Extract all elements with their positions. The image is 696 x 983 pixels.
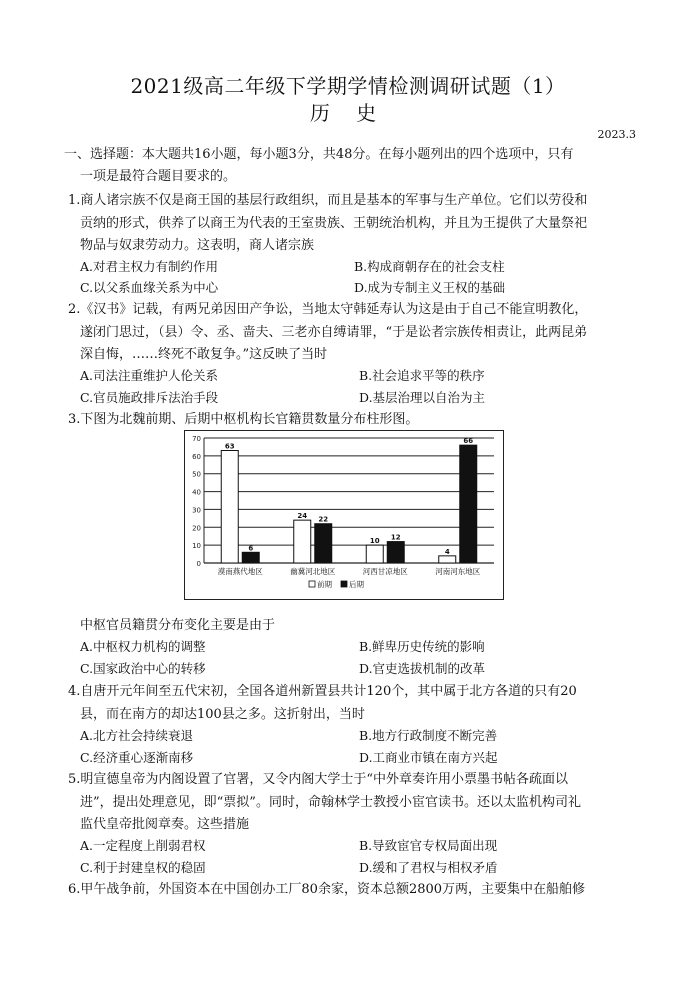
question-3-option-c[interactable]: C.国家政治中心的转移 [80,661,206,676]
bar-value-label: 10 [369,537,380,546]
question-5-stem: 进”，提出处理意见，即“票拟”。同时，命翰林学士教授小宦官读书。还以太监机构司礼 [80,795,581,810]
legend-swatch [309,581,315,587]
question-2-stem: 2.《汉书》记载，有两兄弟因田产争讼，当地太守韩延寿认为这是由于自己不能宣明教化， [68,302,588,317]
y-tick-label: 10 [192,542,201,551]
bar-前期 [294,520,311,563]
x-category-label: 河西甘凉地区 [362,567,408,576]
bar-value-label: 4 [444,547,450,556]
bar-后期 [315,524,332,563]
question-2-option-a[interactable]: A.司法注重维护人伦关系 [80,368,219,383]
legend-label: 后期 [349,580,364,589]
question-4-option-a[interactable]: A.北方社会持续衰退 [80,728,194,743]
question-4-option-c[interactable]: C.经济重心逐渐南移 [80,750,194,765]
section-instruction-cont: 一项是最符合题目要求的。 [80,169,237,184]
bar-value-label: 63 [224,442,235,451]
question-4-stem: 4.自唐开元年间至五代宋初，全国各道州新置县共计120个，其中属于北方各道的只有20 [68,684,577,699]
question-2-option-d[interactable]: D.基层治理以自治为主 [359,390,486,405]
question-3-option-a[interactable]: A.中枢权力机构的调整 [80,639,206,654]
legend-swatch [341,581,347,587]
question-1-option-d[interactable]: D.成为专制主义王权的基础 [354,280,506,295]
question-1-stem: 1.商人诸宗族不仅是商王国的基层行政组织，而且是基本的军事与生产单位。它们以劳役和 [68,193,588,208]
question-2-stem: 遂闭门思过，（县）令、丞、啬夫、三老亦自缚请罪，“于是讼者宗族传相责让，此两昆弟 [80,325,588,340]
bar-前期 [439,556,456,563]
y-tick-label: 60 [192,452,201,461]
question-4-stem: 县，而在南方的却达100县之多。这折射出，当时 [80,707,365,722]
bar-前期 [366,545,383,563]
bar-value-label: 6 [248,544,254,553]
question-1-option-a[interactable]: A.对君主权力有制约作用 [80,259,219,274]
exam-date: 2023.3 [597,128,636,141]
y-tick-label: 50 [192,470,201,479]
question-1-stem: 物品与奴隶劳动力。这表明，商人诸宗族 [80,238,315,253]
x-category-label: 河南河东地区 [435,567,481,576]
bar-后期 [242,552,259,563]
question-5-stem: 监代皇帝批阅章奏。这些措施 [80,817,250,832]
question-5-stem: 5.明宣德皇帝为内阁设置了官署，又令内阁大学士于“中外章奏许用小票墨书帖各疏面以 [68,772,569,787]
question-2-stem: 深自悔，……终死不敢复争。”这反映了当时 [80,347,328,362]
question-2-option-c[interactable]: C.官员施政排斥法治手段 [80,390,219,405]
question-5-option-b[interactable]: B.导致宦官专权局面出现 [359,838,498,853]
question-5-option-c[interactable]: C.利于封建皇权的稳固 [80,860,206,875]
question-1-stem: 贡纳的形式，供养了以商王为代表的王室贵族、王朝统治机构，并且为王提供了大量祭祀 [80,216,588,231]
subject-title: 历 史 [309,101,387,125]
section-instruction: 一、选择题：本大题共16小题，每小题3分，共48分。在每小题列出的四个选项中，只有 [64,147,574,162]
question-6-stem: 6.甲午战争前，外国资本在中国创办工厂80余家，资本总额2800万两，主要集中在船舶修 [68,882,586,897]
legend-label: 前期 [317,580,332,589]
question-3-option-d[interactable]: D.官吏选拔机制的改革 [359,661,486,676]
bar-value-label: 22 [318,515,329,524]
question-4-option-b[interactable]: B.地方行政制度不断完善 [359,728,498,743]
bar-后期 [387,542,404,563]
question-2-option-b[interactable]: B.社会追求平等的秩序 [359,368,485,383]
question-3-follow-up: 中枢官员籍贯分布变化主要是由于 [80,618,276,633]
question-5-option-d[interactable]: D.缓和了君权与相权矛盾 [359,860,498,875]
exam-title: 2021级高二年级下学期学情检测调研试题（1） [130,74,566,98]
question-3-option-b[interactable]: B.鲜卑历史传统的影响 [359,639,485,654]
question-4-option-d[interactable]: D.工商业市镇在南方兴起 [359,750,498,765]
y-tick-label: 20 [192,524,201,533]
x-category-label: 漠南燕代地区 [217,567,263,576]
y-tick-label: 0 [196,560,201,568]
bar-value-label: 66 [463,437,474,446]
y-tick-label: 40 [192,488,201,497]
y-tick-label: 70 [192,435,201,443]
bar-后期 [460,445,477,563]
bar-value-label: 12 [390,533,401,542]
bar-chart [184,430,504,600]
question-1-option-b[interactable]: B.构成商朝存在的社会支柱 [354,259,505,274]
bar-前期 [221,451,238,564]
bar-value-label: 24 [297,512,308,521]
question-5-option-a[interactable]: A.一定程度上削弱君权 [80,838,206,853]
question-1-option-c[interactable]: C.以父系血缘关系为中心 [80,280,219,295]
question-3-stem: 3.下图为北魏前期、后期中枢机构长官籍贯数量分布柱形图。 [68,412,419,427]
y-tick-label: 30 [192,506,201,515]
x-category-label: 幽冀河北地区 [290,567,336,576]
